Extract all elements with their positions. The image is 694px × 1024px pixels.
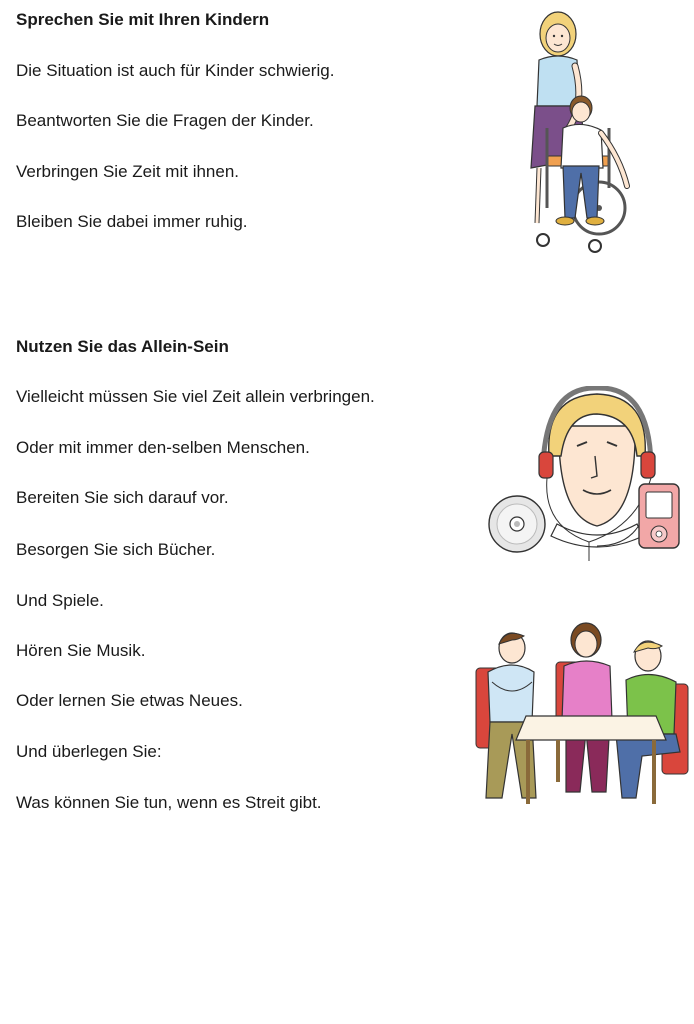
text-line: Oder lernen Sie etwas Neues. <box>16 691 243 710</box>
text-line: Und überlegen Sie: <box>16 742 162 761</box>
section-children <box>16 9 476 249</box>
section-alone <box>16 336 476 816</box>
text-line: Die Situation ist auch für Kinder schwierig. <box>16 61 335 80</box>
text-line: Vielleicht müssen Sie viel Zeit allein verbringen. <box>16 387 375 406</box>
text-line: Oder mit immer den-selben Menschen. <box>16 438 310 457</box>
text-line: Besorgen Sie sich Bücher. <box>16 540 216 559</box>
text-line: Beantworten Sie die Fragen der Kinder. <box>16 111 314 130</box>
text-line: Hören Sie Musik. <box>16 641 146 660</box>
text-line: Bleiben Sie dabei immer ruhig. <box>16 212 248 231</box>
people-talking-icon <box>466 622 692 806</box>
headphones-illustration <box>487 386 687 566</box>
section-heading: Sprechen Sie mit Ihren Kindern <box>16 10 270 29</box>
text-line: Verbringen Sie Zeit mit ihnen. <box>16 162 240 181</box>
wheelchair-icon <box>525 8 635 263</box>
text-line: Bereiten Sie sich darauf vor. <box>16 488 229 507</box>
section-heading: Nutzen Sie das Allein-Sein <box>16 337 229 356</box>
headphones-icon <box>487 386 687 566</box>
wheelchair-illustration <box>525 8 635 263</box>
text-line: Und Spiele. <box>16 591 104 610</box>
text-line: Was können Sie tun, wenn es Streit gibt. <box>16 793 322 812</box>
table-conversation-illustration <box>466 622 692 806</box>
